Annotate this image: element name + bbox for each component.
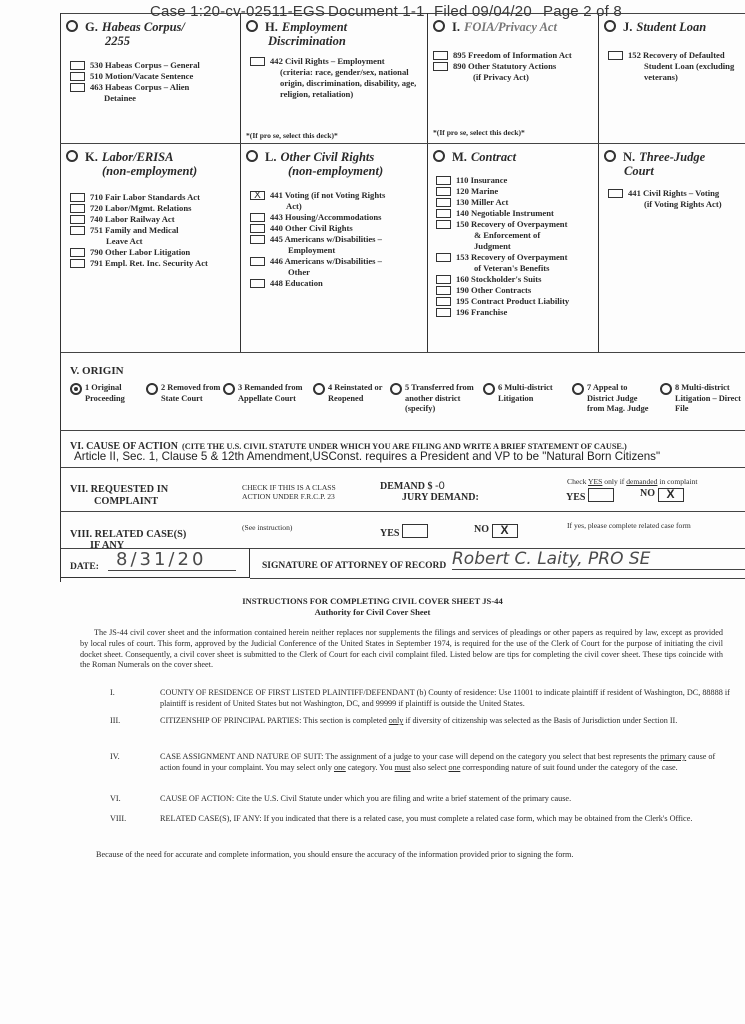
page-number-stamp: Page 2 of 8: [543, 3, 622, 20]
case-number-stamp: Case 1:20-cv-02511-EGS: [150, 3, 326, 20]
category-h-deck-note: *(If pro se, select this deck)*: [246, 131, 338, 140]
nos-791[interactable]: 791 Empl. Ret. Inc. Security Act: [70, 258, 238, 269]
category-l[interactable]: [246, 150, 424, 178]
grid-middle-border: [60, 143, 745, 144]
document-number-stamp: Document 1-1: [328, 3, 425, 20]
cause-of-action-instruction: (CITE THE U.S. CIVIL STATUTE UNDER WHICH YOU ARE FILING AND WRITE A BRIEF STATEMENT OF CAUSE.): [181, 442, 627, 451]
checkbox[interactable]: [436, 286, 451, 295]
category-i-title: FOIA/Privacy Act: [464, 20, 557, 34]
checkbox[interactable]: [250, 224, 265, 233]
radio[interactable]: [660, 383, 672, 395]
category-n-title: Three-Judge: [639, 150, 706, 164]
checkbox[interactable]: [608, 51, 623, 60]
instructions-intro: The JS-44 civil cover sheet and the information contained herein neither replaces nor supplements the filings and services of pleadings or other papers as required by law, except as provided by local rules of court. This form, approved by the Judicial Conference of the United States in September 1974, is required for the use of the Clerk of Court for the purpose of initiating the civil docket sheet. Consequently, a civil cover sheet is submitted to the Clerk of Court for each civil complaint filed. Listed below are tips for completing the civil cover sheet. These tips coincide with the Roman Numerals on the cover sheet.: [80, 628, 723, 670]
checkbox[interactable]: [436, 198, 451, 207]
category-g-letter: G.: [85, 20, 98, 34]
instructions-closing: Because of the need for accurate and complete information, you should ensure the accuracy of the information provided prior to signing the form.: [96, 850, 574, 859]
category-m-radio[interactable]: [433, 150, 445, 162]
checkbox[interactable]: [608, 189, 623, 198]
category-i-letter: I.: [452, 20, 460, 34]
category-h[interactable]: [246, 20, 424, 48]
see-instruction-note: (See instruction): [242, 523, 293, 532]
origin-option-6[interactable]: 6 Multi-district Litigation: [483, 383, 563, 404]
cause-of-action-input[interactable]: Article II, Sec. 1, Clause 5 & 12th Amendment,USConst. requires a President and VP to be "Natural Born Citizens": [74, 450, 661, 463]
category-n-letter: N.: [623, 150, 636, 164]
category-k[interactable]: [66, 150, 238, 178]
signature-label: SIGNATURE OF ATTORNEY OF RECORD: [262, 561, 447, 571]
checkbox[interactable]: [70, 215, 85, 224]
checkbox[interactable]: [436, 297, 451, 306]
nos-510[interactable]: 510 Motion/Vacate Sentence: [70, 71, 235, 82]
category-i-deck-note: *(If pro se, select this deck)*: [433, 128, 525, 137]
checkbox[interactable]: [433, 51, 448, 60]
nos-441-three-judge[interactable]: 441 Civil Rights – Voting (if Voting Rights Act): [608, 188, 743, 210]
category-j-radio[interactable]: [604, 20, 616, 32]
checkbox-checked[interactable]: X: [250, 191, 265, 200]
checkbox[interactable]: [70, 83, 85, 92]
nos-130[interactable]: 130 Miller Act: [436, 197, 598, 208]
nos-140[interactable]: 140 Negotiable Instrument: [436, 208, 598, 219]
nos-530[interactable]: 530 Habeas Corpus – General: [70, 60, 235, 71]
category-n-radio[interactable]: [604, 150, 616, 162]
checkbox[interactable]: [250, 235, 265, 244]
checkbox[interactable]: [70, 248, 85, 257]
category-g-radio[interactable]: [66, 20, 78, 32]
checkbox[interactable]: [436, 253, 451, 262]
jury-demand-label: JURY DEMAND:: [402, 492, 479, 503]
grid-divider-3: [598, 13, 599, 353]
cause-bottom-border: [60, 467, 745, 468]
category-h-title2: Discrimination: [268, 34, 346, 48]
jury-yes-checkbox[interactable]: [588, 488, 614, 502]
class-action-note[interactable]: CHECK IF THIS IS A CLASS ACTION UNDER F.R.C.P. 23: [242, 483, 336, 501]
category-l-title: Other Civil Rights: [280, 150, 375, 164]
cause-of-action-title: VI. CAUSE OF ACTION: [70, 441, 178, 452]
category-k-title2: (non-employment): [102, 164, 198, 178]
filed-date-stamp: Filed 09/04/20: [434, 3, 532, 20]
nos-190[interactable]: 190 Other Contracts: [436, 285, 598, 296]
category-i-list: [433, 50, 598, 83]
category-g-title2: 2255: [105, 34, 130, 48]
category-j-list: [608, 50, 743, 83]
demand-field[interactable]: DEMAND $ -0: [380, 480, 445, 492]
category-g[interactable]: [66, 20, 238, 48]
checkbox[interactable]: [70, 193, 85, 202]
related-no-checkbox[interactable]: X: [492, 524, 518, 538]
nos-441-voting[interactable]: X 441 Voting (if not Voting Rights Act): [250, 190, 425, 212]
category-n[interactable]: [604, 150, 744, 178]
radio[interactable]: [483, 383, 495, 395]
category-k-letter: K.: [85, 150, 98, 164]
nos-463[interactable]: 463 Habeas Corpus – Alien Detainee: [70, 82, 235, 104]
origin-option-3[interactable]: 3 Remanded from Appellate Court: [223, 383, 308, 404]
checkbox[interactable]: [250, 279, 265, 288]
category-m[interactable]: [433, 150, 593, 164]
origin-bottom-border: [60, 430, 745, 431]
category-l-title2: (non-employment): [288, 164, 384, 178]
radio[interactable]: [313, 383, 325, 395]
nos-160[interactable]: 160 Stockholder's Suits: [436, 274, 598, 285]
grid-divider-2: [427, 13, 428, 353]
demand-value: -0: [435, 480, 445, 492]
nos-443[interactable]: 443 Housing/Accommodations: [250, 212, 425, 223]
nos-895[interactable]: 895 Freedom of Information Act: [433, 50, 598, 61]
checkbox[interactable]: [436, 209, 451, 218]
checkbox[interactable]: [70, 72, 85, 81]
category-g-title: Habeas Corpus/: [101, 20, 185, 34]
checkbox[interactable]: [436, 176, 451, 185]
radio[interactable]: [572, 383, 584, 395]
grid-left-border: [60, 13, 61, 353]
checkbox[interactable]: [250, 213, 265, 222]
nos-440[interactable]: 440 Other Civil Rights: [250, 223, 425, 234]
checkbox[interactable]: [436, 187, 451, 196]
nos-153[interactable]: 153 Recovery of Overpayment of Veteran's Benefits: [436, 252, 598, 274]
checkbox[interactable]: [250, 257, 265, 266]
category-n-list: [608, 188, 743, 210]
origin-option-7[interactable]: 7 Appeal to District Judge from Mag. Judge: [572, 383, 650, 415]
category-l-radio[interactable]: [246, 150, 258, 162]
category-k-title: Labor/ERISA: [101, 150, 174, 164]
nos-445[interactable]: 445 Americans w/Disabilities – Employment: [250, 234, 425, 256]
category-j-letter: J.: [623, 20, 633, 34]
related-no[interactable]: NO X: [474, 524, 518, 538]
checkbox[interactable]: [436, 308, 451, 317]
origin-option-4[interactable]: 4 Reinstated or Reopened: [313, 383, 391, 404]
nos-196[interactable]: 196 Franchise: [436, 307, 598, 318]
check-yes-note: Check YES only if demanded in complaint: [567, 477, 698, 486]
radio-selected[interactable]: [70, 383, 82, 395]
jury-yes[interactable]: YES: [566, 488, 614, 503]
date-input[interactable]: 8/31/20: [108, 549, 236, 571]
grid-bottom-border: [60, 352, 745, 353]
origin-option-1[interactable]: 1 Original Proceeding: [70, 383, 145, 404]
nos-110[interactable]: 110 Insurance: [436, 175, 598, 186]
category-h-title: Employment: [281, 20, 348, 34]
nos-710[interactable]: 710 Fair Labor Standards Act: [70, 192, 238, 203]
grid-divider-1: [240, 13, 241, 353]
nos-120[interactable]: 120 Marine: [436, 186, 598, 197]
signature-bottom-border: [250, 578, 745, 579]
nos-446[interactable]: 446 Americans w/Disabilities – Other: [250, 256, 425, 278]
category-j[interactable]: [604, 20, 744, 34]
category-l-list: [250, 190, 425, 289]
nos-790[interactable]: 790 Other Labor Litigation: [70, 247, 238, 258]
nos-195[interactable]: 195 Contract Product Liability: [436, 296, 598, 307]
category-h-radio[interactable]: [246, 20, 258, 32]
checkbox[interactable]: [436, 275, 451, 284]
category-h-letter: H.: [265, 20, 278, 34]
requested-title: VII. REQUESTED IN COMPLAINT: [70, 484, 169, 507]
category-m-list: [436, 175, 598, 318]
nos-150[interactable]: 150 Recovery of Overpayment & Enforcement of Judgment: [436, 219, 598, 252]
radio[interactable]: [390, 383, 402, 395]
category-g-list: [70, 60, 235, 104]
jury-no[interactable]: NO X: [640, 488, 684, 502]
checkbox[interactable]: [70, 204, 85, 213]
category-j-title: Student Loan: [636, 20, 707, 34]
nos-152[interactable]: 152 Recovery of Defaulted Student Loan (excluding veterans): [608, 50, 743, 83]
checkbox[interactable]: [436, 220, 451, 229]
category-k-radio[interactable]: [66, 150, 78, 162]
checkbox[interactable]: [70, 61, 85, 70]
category-i-radio[interactable]: [433, 20, 445, 32]
checkbox[interactable]: [70, 226, 85, 235]
checkbox[interactable]: [70, 259, 85, 268]
radio[interactable]: [146, 383, 158, 395]
checkbox[interactable]: [250, 57, 265, 66]
category-i[interactable]: [433, 20, 593, 34]
checkbox[interactable]: [433, 62, 448, 71]
nos-442[interactable]: 442 Civil Rights – Employment (criteria: race, gender/sex, national origin, discrimination, disability, age, religion, retaliation): [250, 56, 425, 100]
related-yes-checkbox[interactable]: [402, 524, 428, 538]
nos-448[interactable]: 448 Education: [250, 278, 425, 289]
date-label: DATE:: [70, 562, 99, 572]
requested-bottom-border: [60, 511, 745, 512]
category-m-title: Contract: [470, 150, 517, 164]
related-yes[interactable]: YES: [380, 524, 428, 539]
origin-option-5[interactable]: 5 Transferred from another district (specify): [390, 383, 478, 415]
nos-740[interactable]: 740 Labor Railway Act: [70, 214, 238, 225]
category-m-letter: M.: [452, 150, 467, 164]
instructions-subtitle: Authority for Civil Cover Sheet: [314, 607, 431, 617]
origin-title: V. ORIGIN: [70, 365, 124, 377]
related-title: VIII. RELATED CASE(S) IF ANY: [70, 529, 187, 551]
category-k-list: [70, 192, 238, 269]
origin-option-2[interactable]: 2 Removed from State Court: [146, 383, 221, 404]
origin-option-8[interactable]: 8 Multi-district Litigation – Direct File: [660, 383, 745, 415]
related-note: If yes, please complete related case form: [567, 521, 691, 530]
signature-input[interactable]: Robert C. Laity, PRO SE: [452, 549, 745, 570]
instructions-title: INSTRUCTIONS FOR COMPLETING CIVIL COVER SHEET JS-44: [242, 596, 503, 606]
jury-no-checkbox[interactable]: X: [658, 488, 684, 502]
nos-751[interactable]: 751 Family and Medical Leave Act: [70, 225, 238, 247]
nos-890[interactable]: 890 Other Statutory Actions (if Privacy Act): [433, 61, 598, 83]
radio[interactable]: [223, 383, 235, 395]
category-h-list: [250, 56, 425, 100]
nos-720[interactable]: 720 Labor/Mgmt. Relations: [70, 203, 238, 214]
category-l-letter: L.: [265, 150, 277, 164]
category-n-title2: Court: [624, 164, 654, 178]
